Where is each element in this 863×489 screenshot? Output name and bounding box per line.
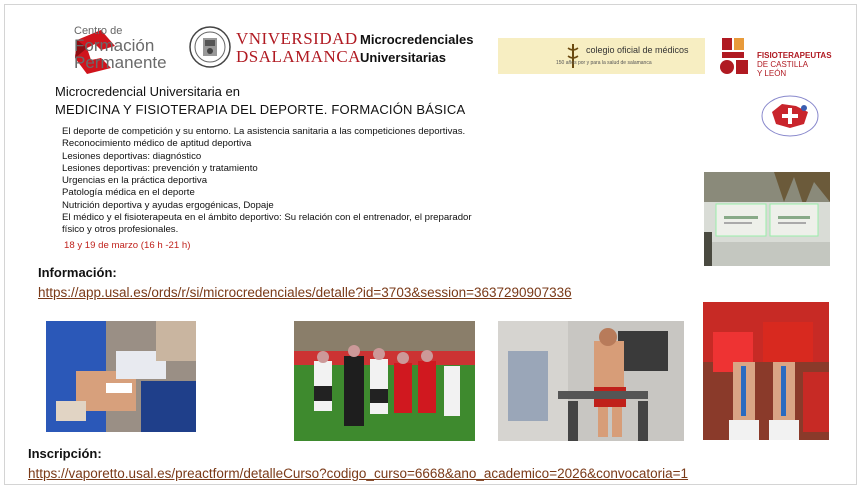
micro-line2: Universitarias [360, 50, 446, 66]
fisio-line1: FISIOTERAPEUTAS [757, 51, 832, 60]
ankle-bandage-photo [46, 321, 196, 432]
colegio-medicos-logo [498, 38, 705, 74]
topic-item: Nutrición deportiva y ayudas ergogénicas, Dopaje [62, 199, 274, 211]
topic-item: físico y otros profesionales. [62, 224, 179, 236]
association-seal-icon [760, 94, 820, 138]
fisioterapeutas-text [757, 52, 832, 78]
micro-line1: Microcredenciales [360, 32, 474, 47]
cfp-line1: Centro de [74, 25, 123, 37]
usal-line1: VNIVERSIDAD [236, 29, 358, 48]
info-label: Información: [38, 265, 117, 280]
topic-item: Urgencias en la práctica deportiva [62, 175, 208, 187]
fisioterapeutas-logo-icon [716, 36, 754, 78]
info-link[interactable]: https://app.usal.es/ords/r/si/microcredenciales/detalle?id=3703&session=3637290907336 [38, 285, 572, 300]
usal-wordmark [236, 30, 361, 66]
cfp-logo-text [74, 26, 167, 71]
course-topics-list [62, 126, 502, 237]
cfp-line3: Permanente [74, 53, 167, 72]
topic-item: El deporte de competición y su entorno. La asistencia sanitaria a las competiciones deportivas. [62, 126, 466, 137]
kinesio-tape-photo [703, 302, 829, 440]
topic-item: El médico y el fisioterapeuta en el ámbito deportivo: Su relación con el entrenador, el preparador [62, 212, 472, 224]
microcredenciales-title [360, 31, 473, 67]
topic-item: Patología médica en el deporte [62, 187, 195, 199]
course-dates: 18 y 19 de marzo (16 h -21 h) [64, 240, 191, 251]
topic-item: Reconocimiento médico de aptitud deportiva [62, 138, 252, 150]
usal-seal-icon [189, 26, 231, 68]
topic-item: Lesiones deportivas: diagnóstico [62, 150, 202, 162]
colegio-medicos-name: colegio oficial de médicos [586, 45, 689, 55]
football-pitch-photo [294, 321, 475, 441]
stress-test-photo [498, 321, 684, 441]
fisio-line3: Y LEÓN [757, 68, 787, 78]
inscription-label: Inscripción: [28, 446, 102, 461]
topic-item: Lesiones deportivas: prevención y tratamiento [62, 162, 258, 174]
usal-line2: DSALAMANCA [236, 46, 361, 66]
building-photo [704, 172, 830, 266]
fisio-line2: DE CASTILLA [757, 59, 809, 69]
cfp-line2: Formación [74, 36, 155, 55]
inscription-link[interactable]: https://vaporetto.usal.es/preactform/detalleCurso?codigo_curso=6668&ano_academico=2026&convocatoria=1 [28, 466, 689, 481]
course-title-line2: MEDICINA Y FISIOTERAPIA DEL DEPORTE. FORMACIÓN BÁSICA [55, 102, 466, 117]
course-title-line1: Microcredencial Universitaria en [55, 84, 240, 99]
colegio-medicos-tagline: 150 años por y para la salud de salamanca [556, 60, 652, 66]
